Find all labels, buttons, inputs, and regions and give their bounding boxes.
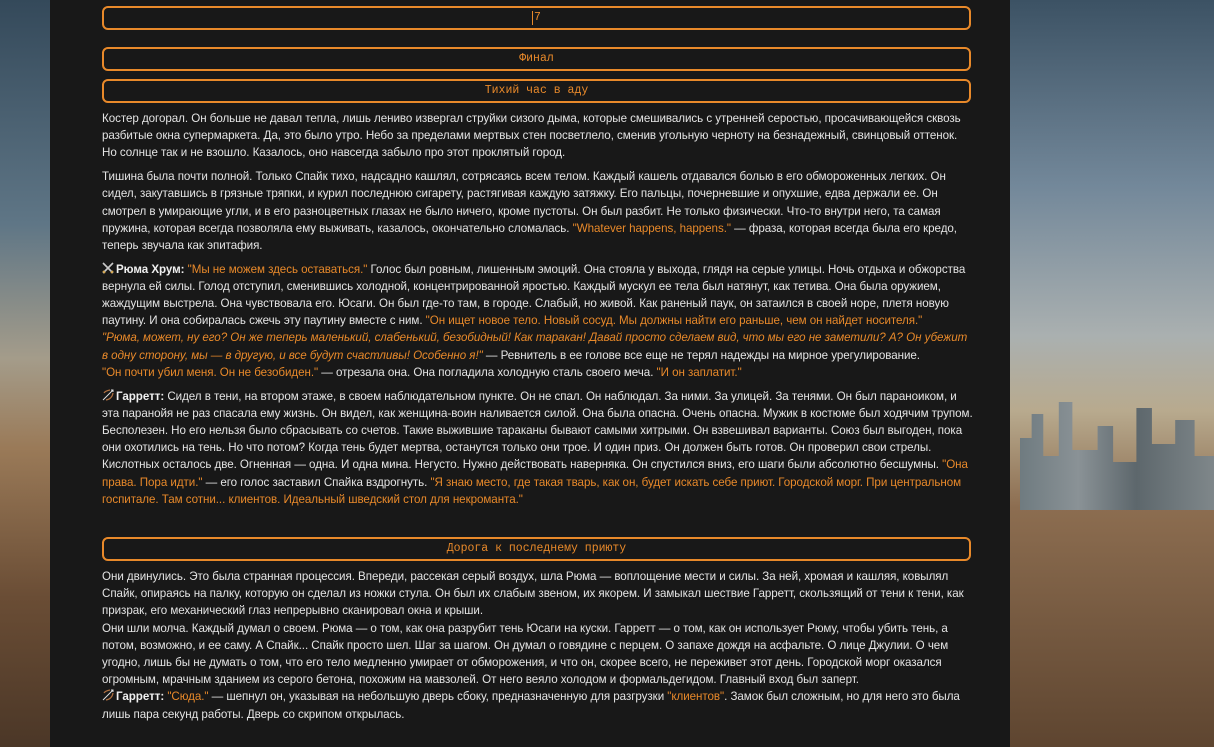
chapter-text-road — [102, 568, 974, 729]
narration-text: — его голос заставил Спайка вздрогнуть. — [202, 475, 431, 489]
dialogue-quote: "Whatever happens, happens." — [572, 221, 731, 235]
narration-text: Они двинулись. Это была странная процессия. Впереди, рассекая серый воздух, шла Рюма — воплощение мести и силы. За ней, хромая и кашляя, ковылял Спайк, опираясь на палку, которую он сделал из ножки стула. Он был их слабым звеном, их якорем. И замыкал шествие Гарретт, скользящий от тени к тени, как призрак, его механический глаз непрерывно сканировал окна и крыши. — [102, 570, 964, 618]
speaker-name: Гарретт: — [116, 389, 168, 403]
text-caret — [532, 11, 533, 25]
chapter-number-value: 7 — [534, 11, 541, 24]
bow-icon — [102, 389, 114, 401]
background-landscape-left — [0, 0, 50, 747]
paragraph-line — [102, 620, 974, 689]
dialogue-quote: "Сюда." — [167, 690, 209, 704]
paragraph — [102, 261, 974, 381]
background-landscape-right — [1010, 0, 1214, 747]
narration-text: — Ревнитель в ее голове все еще не терял надежды на мирное урегулирование. — [482, 348, 920, 362]
narration-text: Тишина была почти полной. Только Спайк тихо, надсадно кашлял, сотрясаясь всем телом. Каждый кашель отдавался болью в его обмороженных легких. Он сидел, закутавшись в грязные тряпки, и курил последнюю сигарету, растягивая каждую затяжку. Его пальцы, почерневшие и опухшие, едва держали ее. Он смотрел в умирающие угли, и в его разноцветных глазах не было ничего, кроме пустоты. Он был разбит. Не только физически. Что-то внутри него, та самая пружина, которая всегда позволяла ему выживать, казалось, окончательно сломалась. — [102, 170, 946, 235]
dialogue-quote: "Я знаю место, где такая тварь, как он, будет искать себе приют. Городской морг. При центральном госпитале. Там сотни... клиентов. Идеальный шведский стол для некроманта." — [102, 475, 962, 506]
paragraph-line — [102, 168, 974, 254]
paragraph — [102, 388, 974, 508]
narration-text: . Замок был сложным, но для него это была лишь пара секунд работы. Дверь со скрипом открылась. — [102, 690, 960, 721]
dialogue-quote: "Она права. Пора идти." — [102, 458, 968, 489]
paragraph — [102, 110, 974, 162]
final-button[interactable]: Финал — [102, 47, 971, 71]
dialogue-quote: "клиентов" — [667, 690, 725, 704]
speaker-name: Гарретт: — [116, 690, 168, 704]
dialogue-quote: "Он ищет новое тело. Новый сосуд. Мы должны найти его раньше, чем он найдет носителя." — [425, 314, 923, 328]
dialogue-quote: "Мы не можем здесь оставаться." — [187, 262, 368, 276]
dialogue-quote: "Рюма, может, ну его? Он же теперь маленький, слабенький, безобидный! Как таракан! Давай просто сделаем вид, что мы его не заметили? А? Он убежит в одну сторону, мы — в другую, и все будут счастливы! Особенно я!" — [102, 331, 968, 362]
chapter-button-road[interactable]: Дорога к последнему приюту — [102, 537, 971, 561]
swords-icon — [102, 262, 114, 274]
dialogue-quote: "Он почти убил меня. Он не безобиден." — [102, 365, 319, 379]
narration-text: — шепнул он, указывая на небольшую дверь сбоку, предназначенную для разгрузки — [208, 690, 668, 704]
narration-text: Они шли молча. Каждый думал о своем. Рюма — о том, как она разрубит тень Юсаги на куски. Гарретт — о том, как он использует Рюму, чтобы убить тень, а потом, возможно, и ее саму. А Спайк... Спайк просто шел. Шаг за шагом. Он думал о говядине с перцем. О запахе дождя на асфальте. О лице Джулии. О чем угодно, лишь бы не думать о том, что его тело медленно умирает от обморожения, и что он, скорее всего, не переживет этот день. Городской морг оказался огромным, мрачным зданием из серого бетона, похожим на мавзолей. От него веяло холодом и формальдегидом. Главный вход был заперт. — [102, 621, 949, 687]
paragraph-line — [102, 110, 974, 162]
paragraph-line — [102, 388, 974, 508]
narration-text: Костер догорал. Он больше не давал тепла, лишь лениво извергал струйки сизого дыма, которые смешивались с утренней серостью, просачивающейся сквозь разбитые окна супермаркета. Да, это было утро. Небо за пределами мертвых стен посветлело, сменив угольную черноту на безнадежный, свинцовый оттенок. Но солнце так и не взошло. Казалось, оно навсегда забыло про этот проклятый город. — [102, 112, 961, 160]
paragraph — [102, 568, 974, 723]
narration-text: Сидел в тени, на втором этаже, в своем наблюдательном пункте. Он не спал. Он наблюдал. За ними. За улицей. За тенями. Он был параноиком, и эта паранойя не раз спасала ему жизнь. Он видел, как женщина-воин наливается силой. Она была опасна. Очень опасна. Мужик в костюме был ходячим трупом. Бесполезен. Но его нельзя было сбрасывать со счетов. Такие выжившие тараканы бывают самыми хитрыми. Он взвешивал варианты. Союз был выгоден, пока они охотились на тень. Но что потом? Когда тень будет мертва, останутся только они трое. И один приз. Он должен быть готов. Он проверил свои стрелы. Кислотных осталось две. Огненная — одна. И одна мина. Негусто. Нужно действовать наверняка. Он спустился вниз, его шаги были абсолютно бесшумны. — [102, 389, 973, 472]
paragraph-line — [102, 688, 974, 722]
paragraph-line — [102, 364, 974, 381]
paragraph-line — [102, 329, 974, 363]
dialogue-quote: "И он заплатит." — [656, 365, 742, 379]
chapter-button-quiet-hour[interactable]: Тихий час в аду — [102, 79, 971, 103]
paragraph-line — [102, 261, 974, 330]
narration-text: Голос был ровным, лишенным эмоций. Она стояла у выхода, глядя на серые улицы. Ночь отдыха и обжорства вернула ей силы. Голод отступил, сменившись холодной, концентрированной яростью. Каждый мускул ее тела был натянут, как тетива. Она была оружием, жаждущим выстрела. Она чувствовала его. Юсаги. Он был где-то там, в городе. Слабый, но живой. Как раненый паук, он затаился в своей норе, плетя новую паутину. И она собиралась сжечь эту паутину вместе с ним. — [102, 262, 966, 328]
speaker-name: Рюма Хрум: — [116, 262, 188, 276]
bow-icon — [102, 689, 114, 701]
narration-text: — фраза, которая всегда была его кредо, теперь звучала как эпитафия. — [102, 221, 957, 252]
paragraph-line — [102, 568, 974, 620]
chapter-number-input[interactable] — [102, 6, 971, 30]
paragraph — [102, 168, 974, 254]
chapter-text-quiet-hour — [102, 110, 974, 514]
narration-text: — отрезала она. Она погладила холодную сталь своего меча. — [318, 365, 657, 379]
